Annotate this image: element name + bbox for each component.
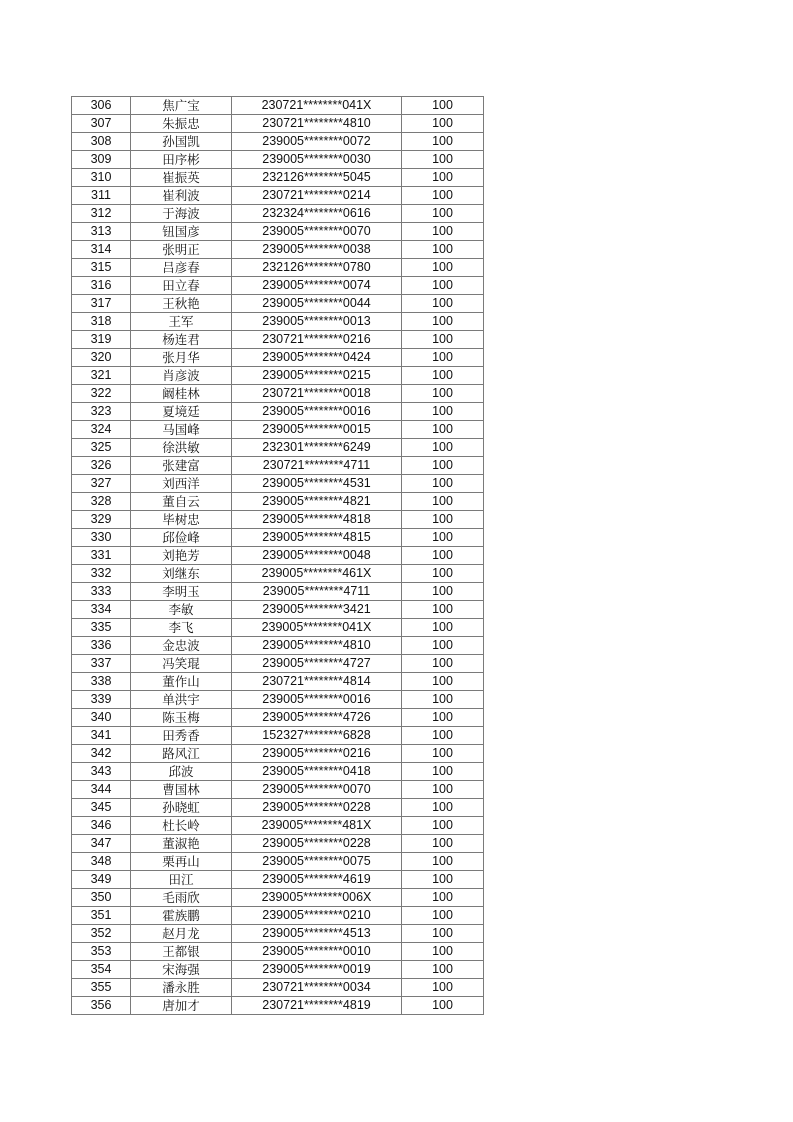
amount: 100 <box>402 115 484 133</box>
person-name: 杨连君 <box>131 331 232 349</box>
table-row <box>72 997 484 1015</box>
row-number: 310 <box>72 169 131 187</box>
row-number: 343 <box>72 763 131 781</box>
amount: 100 <box>402 601 484 619</box>
row-number: 340 <box>72 709 131 727</box>
id-number: 230721********4814 <box>232 673 402 691</box>
table-row <box>72 295 484 313</box>
amount: 100 <box>402 457 484 475</box>
person-name: 路风江 <box>131 745 232 763</box>
id-number: 239005********0074 <box>232 277 402 295</box>
person-name: 田序彬 <box>131 151 232 169</box>
person-name: 董自云 <box>131 493 232 511</box>
row-number: 317 <box>72 295 131 313</box>
amount: 100 <box>402 169 484 187</box>
amount: 100 <box>402 547 484 565</box>
row-number: 330 <box>72 529 131 547</box>
amount: 100 <box>402 493 484 511</box>
amount: 100 <box>402 997 484 1015</box>
person-name: 邱波 <box>131 763 232 781</box>
amount: 100 <box>402 709 484 727</box>
person-name: 邱俭峰 <box>131 529 232 547</box>
id-number: 239005********4726 <box>232 709 402 727</box>
row-number: 325 <box>72 439 131 457</box>
person-name: 刘继东 <box>131 565 232 583</box>
row-number: 318 <box>72 313 131 331</box>
amount: 100 <box>402 799 484 817</box>
table-row <box>72 439 484 457</box>
id-number: 239005********0019 <box>232 961 402 979</box>
id-number: 239005********0228 <box>232 835 402 853</box>
person-name: 毛雨欣 <box>131 889 232 907</box>
row-number: 332 <box>72 565 131 583</box>
table-row <box>72 799 484 817</box>
table-row <box>72 673 484 691</box>
row-number: 306 <box>72 97 131 115</box>
person-name: 霍族鹏 <box>131 907 232 925</box>
person-name: 栗再山 <box>131 853 232 871</box>
amount: 100 <box>402 889 484 907</box>
table-row <box>72 385 484 403</box>
id-number: 239005********0030 <box>232 151 402 169</box>
row-number: 347 <box>72 835 131 853</box>
amount: 100 <box>402 511 484 529</box>
amount: 100 <box>402 907 484 925</box>
person-name: 王秋艳 <box>131 295 232 313</box>
table-row <box>72 223 484 241</box>
person-name: 刘西洋 <box>131 475 232 493</box>
amount: 100 <box>402 133 484 151</box>
person-name: 唐加才 <box>131 997 232 1015</box>
person-name: 赵月龙 <box>131 925 232 943</box>
id-number: 230721********4711 <box>232 457 402 475</box>
id-number: 239005********0016 <box>232 403 402 421</box>
table-row <box>72 691 484 709</box>
table-row <box>72 619 484 637</box>
amount: 100 <box>402 295 484 313</box>
person-name: 朱振忠 <box>131 115 232 133</box>
amount: 100 <box>402 187 484 205</box>
row-number: 321 <box>72 367 131 385</box>
person-name: 曹国林 <box>131 781 232 799</box>
amount: 100 <box>402 691 484 709</box>
table-row <box>72 637 484 655</box>
table-row <box>72 277 484 295</box>
id-number: 239005********0424 <box>232 349 402 367</box>
amount: 100 <box>402 259 484 277</box>
id-number: 152327********6828 <box>232 727 402 745</box>
amount: 100 <box>402 817 484 835</box>
amount: 100 <box>402 349 484 367</box>
row-number: 356 <box>72 997 131 1015</box>
person-name: 孙国凯 <box>131 133 232 151</box>
table-row <box>72 889 484 907</box>
id-number: 239005********0010 <box>232 943 402 961</box>
amount: 100 <box>402 313 484 331</box>
table-row <box>72 781 484 799</box>
person-name: 张明正 <box>131 241 232 259</box>
row-number: 349 <box>72 871 131 889</box>
table-row <box>72 421 484 439</box>
row-number: 309 <box>72 151 131 169</box>
id-number: 239005********0013 <box>232 313 402 331</box>
amount: 100 <box>402 223 484 241</box>
id-number: 239005********4821 <box>232 493 402 511</box>
amount: 100 <box>402 961 484 979</box>
row-number: 342 <box>72 745 131 763</box>
table-row <box>72 709 484 727</box>
amount: 100 <box>402 277 484 295</box>
table-row <box>72 169 484 187</box>
table-row <box>72 313 484 331</box>
id-number: 232126********5045 <box>232 169 402 187</box>
row-number: 323 <box>72 403 131 421</box>
id-number: 239005********461X <box>232 565 402 583</box>
id-number: 239005********0418 <box>232 763 402 781</box>
person-name: 阚桂林 <box>131 385 232 403</box>
table-row <box>72 151 484 169</box>
row-number: 351 <box>72 907 131 925</box>
amount: 100 <box>402 781 484 799</box>
person-name: 单洪宇 <box>131 691 232 709</box>
id-number: 239005********0216 <box>232 745 402 763</box>
amount: 100 <box>402 727 484 745</box>
amount: 100 <box>402 367 484 385</box>
person-name: 马国峰 <box>131 421 232 439</box>
person-name: 张月华 <box>131 349 232 367</box>
row-number: 352 <box>72 925 131 943</box>
amount: 100 <box>402 439 484 457</box>
table-row <box>72 961 484 979</box>
row-number: 316 <box>72 277 131 295</box>
id-number: 230721********0214 <box>232 187 402 205</box>
table-body <box>72 97 484 1015</box>
id-number: 239005********481X <box>232 817 402 835</box>
amount: 100 <box>402 979 484 997</box>
id-number: 239005********4513 <box>232 925 402 943</box>
person-name: 王都银 <box>131 943 232 961</box>
id-number: 232126********0780 <box>232 259 402 277</box>
id-number: 239005********0048 <box>232 547 402 565</box>
amount: 100 <box>402 853 484 871</box>
table-row <box>72 817 484 835</box>
table-row <box>72 925 484 943</box>
row-number: 333 <box>72 583 131 601</box>
id-number: 239005********0070 <box>232 223 402 241</box>
person-name: 徐洪敏 <box>131 439 232 457</box>
table-row <box>72 133 484 151</box>
person-name: 李明玉 <box>131 583 232 601</box>
table-row <box>72 583 484 601</box>
row-number: 311 <box>72 187 131 205</box>
row-number: 328 <box>72 493 131 511</box>
amount: 100 <box>402 835 484 853</box>
id-number: 232324********0616 <box>232 205 402 223</box>
id-number: 239005********4727 <box>232 655 402 673</box>
table-row <box>72 115 484 133</box>
id-number: 230721********041X <box>232 97 402 115</box>
table-row <box>72 259 484 277</box>
id-number: 239005********4818 <box>232 511 402 529</box>
id-number: 239005********4531 <box>232 475 402 493</box>
id-number: 230721********4819 <box>232 997 402 1015</box>
person-name: 毕树忠 <box>131 511 232 529</box>
person-name: 董淑艳 <box>131 835 232 853</box>
table-row <box>72 331 484 349</box>
row-number: 348 <box>72 853 131 871</box>
amount: 100 <box>402 565 484 583</box>
table-row <box>72 97 484 115</box>
person-name: 孙晓虹 <box>131 799 232 817</box>
person-name: 于海波 <box>131 205 232 223</box>
amount: 100 <box>402 331 484 349</box>
person-name: 金忠波 <box>131 637 232 655</box>
id-number: 239005********0210 <box>232 907 402 925</box>
table-row <box>72 547 484 565</box>
person-name: 崔利波 <box>131 187 232 205</box>
person-name: 王军 <box>131 313 232 331</box>
amount: 100 <box>402 475 484 493</box>
row-number: 350 <box>72 889 131 907</box>
row-number: 312 <box>72 205 131 223</box>
row-number: 339 <box>72 691 131 709</box>
id-number: 239005********4810 <box>232 637 402 655</box>
row-number: 324 <box>72 421 131 439</box>
table-row <box>72 367 484 385</box>
row-number: 335 <box>72 619 131 637</box>
id-number: 230721********0034 <box>232 979 402 997</box>
row-number: 353 <box>72 943 131 961</box>
row-number: 326 <box>72 457 131 475</box>
table-row <box>72 205 484 223</box>
amount: 100 <box>402 943 484 961</box>
person-name: 董作山 <box>131 673 232 691</box>
amount: 100 <box>402 925 484 943</box>
id-number: 230721********0018 <box>232 385 402 403</box>
table-row <box>72 979 484 997</box>
amount: 100 <box>402 745 484 763</box>
table-row <box>72 475 484 493</box>
id-number: 239005********041X <box>232 619 402 637</box>
id-number: 239005********0015 <box>232 421 402 439</box>
amount: 100 <box>402 241 484 259</box>
amount: 100 <box>402 151 484 169</box>
id-number: 239005********0075 <box>232 853 402 871</box>
person-name: 宋海强 <box>131 961 232 979</box>
id-number: 239005********3421 <box>232 601 402 619</box>
person-name: 肖彦波 <box>131 367 232 385</box>
person-name: 李敏 <box>131 601 232 619</box>
table-row <box>72 835 484 853</box>
row-number: 327 <box>72 475 131 493</box>
table-row <box>72 403 484 421</box>
table-row <box>72 511 484 529</box>
row-number: 308 <box>72 133 131 151</box>
table-row <box>72 907 484 925</box>
amount: 100 <box>402 871 484 889</box>
id-number: 239005********0070 <box>232 781 402 799</box>
person-name: 张建富 <box>131 457 232 475</box>
row-number: 345 <box>72 799 131 817</box>
row-number: 329 <box>72 511 131 529</box>
data-table <box>71 96 484 1015</box>
table-row <box>72 853 484 871</box>
id-number: 239005********0228 <box>232 799 402 817</box>
person-name: 田秀香 <box>131 727 232 745</box>
person-name: 李飞 <box>131 619 232 637</box>
person-name: 钮国彦 <box>131 223 232 241</box>
person-name: 冯笑琨 <box>131 655 232 673</box>
amount: 100 <box>402 619 484 637</box>
row-number: 320 <box>72 349 131 367</box>
id-number: 239005********0038 <box>232 241 402 259</box>
person-name: 杜长岭 <box>131 817 232 835</box>
table-row <box>72 655 484 673</box>
row-number: 337 <box>72 655 131 673</box>
person-name: 陈玉梅 <box>131 709 232 727</box>
row-number: 319 <box>72 331 131 349</box>
row-number: 331 <box>72 547 131 565</box>
id-number: 239005********0016 <box>232 691 402 709</box>
row-number: 346 <box>72 817 131 835</box>
id-number: 232301********6249 <box>232 439 402 457</box>
row-number: 313 <box>72 223 131 241</box>
id-number: 239005********0072 <box>232 133 402 151</box>
row-number: 354 <box>72 961 131 979</box>
amount: 100 <box>402 655 484 673</box>
person-name: 潘永胜 <box>131 979 232 997</box>
table-row <box>72 763 484 781</box>
id-number: 239005********4815 <box>232 529 402 547</box>
row-number: 355 <box>72 979 131 997</box>
table-row <box>72 601 484 619</box>
row-number: 314 <box>72 241 131 259</box>
table-row <box>72 457 484 475</box>
id-number: 239005********0044 <box>232 295 402 313</box>
table-row <box>72 745 484 763</box>
id-number: 239005********0215 <box>232 367 402 385</box>
table-row <box>72 529 484 547</box>
amount: 100 <box>402 673 484 691</box>
id-number: 239005********4619 <box>232 871 402 889</box>
amount: 100 <box>402 421 484 439</box>
id-number: 230721********4810 <box>232 115 402 133</box>
id-number: 239005********4711 <box>232 583 402 601</box>
amount: 100 <box>402 205 484 223</box>
row-number: 322 <box>72 385 131 403</box>
table-row <box>72 943 484 961</box>
person-name: 吕彦春 <box>131 259 232 277</box>
row-number: 315 <box>72 259 131 277</box>
amount: 100 <box>402 529 484 547</box>
table-row <box>72 493 484 511</box>
amount: 100 <box>402 583 484 601</box>
row-number: 341 <box>72 727 131 745</box>
person-name: 田立春 <box>131 277 232 295</box>
amount: 100 <box>402 637 484 655</box>
person-name: 刘艳芳 <box>131 547 232 565</box>
row-number: 334 <box>72 601 131 619</box>
person-name: 田江 <box>131 871 232 889</box>
table-row <box>72 349 484 367</box>
amount: 100 <box>402 763 484 781</box>
table-row <box>72 187 484 205</box>
table-row <box>72 727 484 745</box>
row-number: 344 <box>72 781 131 799</box>
amount: 100 <box>402 97 484 115</box>
person-name: 焦广宝 <box>131 97 232 115</box>
person-name: 崔振英 <box>131 169 232 187</box>
row-number: 336 <box>72 637 131 655</box>
row-number: 307 <box>72 115 131 133</box>
row-number: 338 <box>72 673 131 691</box>
table-row <box>72 871 484 889</box>
id-number: 230721********0216 <box>232 331 402 349</box>
id-number: 239005********006X <box>232 889 402 907</box>
table-row <box>72 241 484 259</box>
amount: 100 <box>402 403 484 421</box>
person-name: 夏境廷 <box>131 403 232 421</box>
table-row <box>72 565 484 583</box>
amount: 100 <box>402 385 484 403</box>
